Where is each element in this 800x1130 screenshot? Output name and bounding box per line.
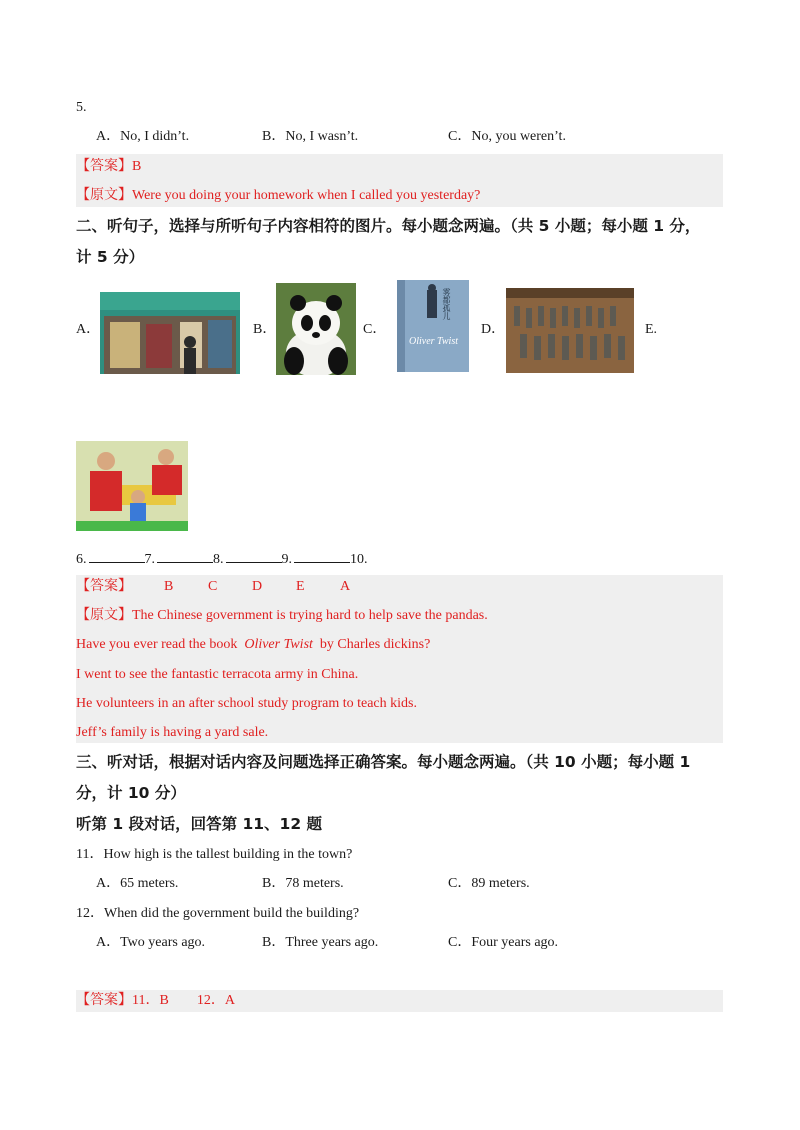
blank-6[interactable] — [89, 548, 145, 563]
section-3-answers — [76, 991, 235, 1011]
blank-8[interactable] — [226, 548, 282, 563]
image-label-d: D． — [481, 322, 506, 337]
q12-option-a: A．Two years ago. — [96, 935, 206, 950]
section-2-source-2 — [76, 635, 430, 655]
answer-value: B — [132, 159, 142, 174]
source-sentence-1: The Chinese government is trying hard to help save the pandas. — [132, 608, 488, 623]
answer-label: 【答案】 — [76, 993, 132, 1008]
image-label-a: A． — [76, 322, 101, 337]
q5-option-c: C．No, you weren’t. — [448, 129, 566, 144]
image-label-c: C． — [363, 322, 387, 337]
question-11: 11．How high is the tallest building in the town? — [76, 847, 353, 862]
dialogue-1-subheading: 听第 1 段对话，回答第 11、12 题 — [76, 815, 323, 833]
section-2-source-4: He volunteers in an after school study program to teach kids. — [76, 696, 417, 711]
blank-number-7: 7. — [144, 552, 155, 567]
image-label-b: B． — [253, 322, 277, 337]
blank-7[interactable] — [157, 548, 213, 563]
source-text: Were you doing your homework when I called you yesterday? — [132, 188, 481, 203]
q5-option-b: B．No, I wasn’t. — [262, 129, 359, 144]
answer-7: C — [208, 579, 218, 594]
section-2-source-5: Jeff’s family is having a yard sale. — [76, 725, 269, 740]
source-2-after: by Charles dickins? — [319, 637, 431, 652]
section-2-heading-line2: 计 5 分） — [76, 248, 145, 266]
section-3-heading-line1: 三、听对话，根据对话内容及问题选择正确答案。每小题念两遍。（共 10 小题；每小题 1 — [76, 753, 691, 771]
image-label-e: E. — [645, 322, 658, 337]
answer-10: A — [340, 579, 351, 594]
answer-8: D — [252, 579, 263, 594]
answer-9: E — [296, 579, 305, 594]
blank-number-9: 9. — [281, 552, 292, 567]
question-5-number: 5. — [76, 100, 87, 115]
section-2-answers — [76, 577, 384, 597]
answer-label: 【答案】 — [76, 159, 132, 174]
section-2-heading-line1: 二、听句子，选择与所听句子内容相符的图片。每小题念两遍。（共 5 小题；每小题 1 分， — [76, 217, 701, 235]
q11-option-a: A．65 meters. — [96, 876, 179, 891]
blank-number-10: 10. — [350, 552, 368, 567]
source-label: 【原文】 — [76, 608, 132, 623]
q12-option-c: C．Four years ago. — [448, 935, 559, 950]
panda-picture — [276, 283, 356, 375]
q11-option-c: C．89 meters. — [448, 876, 530, 891]
answer-label: 【答案】 — [76, 579, 132, 594]
q5-answer — [76, 157, 141, 177]
source-2-book-title: Oliver Twist — [244, 637, 313, 652]
question-12: 12．When did the government build the building? — [76, 906, 360, 921]
section-2-source-3: I went to see the fantastic terracota army in China. — [76, 667, 359, 682]
answer-values: 11．B 12．A — [132, 993, 235, 1008]
terracotta-army-picture — [506, 288, 634, 373]
section-2-source-1 — [76, 606, 488, 626]
volunteers-teaching-kids-picture — [76, 441, 188, 531]
blank-number-6: 6. — [76, 552, 87, 567]
book-cover-picture — [397, 280, 469, 372]
section-3-heading-line2: 分，计 10 分） — [76, 784, 186, 802]
source-label: 【原文】 — [76, 188, 132, 203]
q5-option-a: A．No, I didn’t. — [96, 129, 190, 144]
answer-6: B — [164, 579, 174, 594]
book-cover-cn-title: 雾都孤儿 — [442, 288, 451, 320]
source-2-before: Have you ever read the book — [76, 637, 238, 652]
blank-number-8: 8. — [213, 552, 224, 567]
blank-9[interactable] — [294, 548, 350, 563]
q12-option-b: B．Three years ago. — [262, 935, 379, 950]
q5-source — [76, 186, 480, 206]
answer-blanks-line — [76, 548, 368, 570]
book-cover-title: Oliver Twist — [409, 336, 458, 347]
section-2-answer-box — [76, 575, 723, 743]
q11-option-b: B．78 meters. — [262, 876, 344, 891]
shop-picture — [100, 292, 240, 374]
